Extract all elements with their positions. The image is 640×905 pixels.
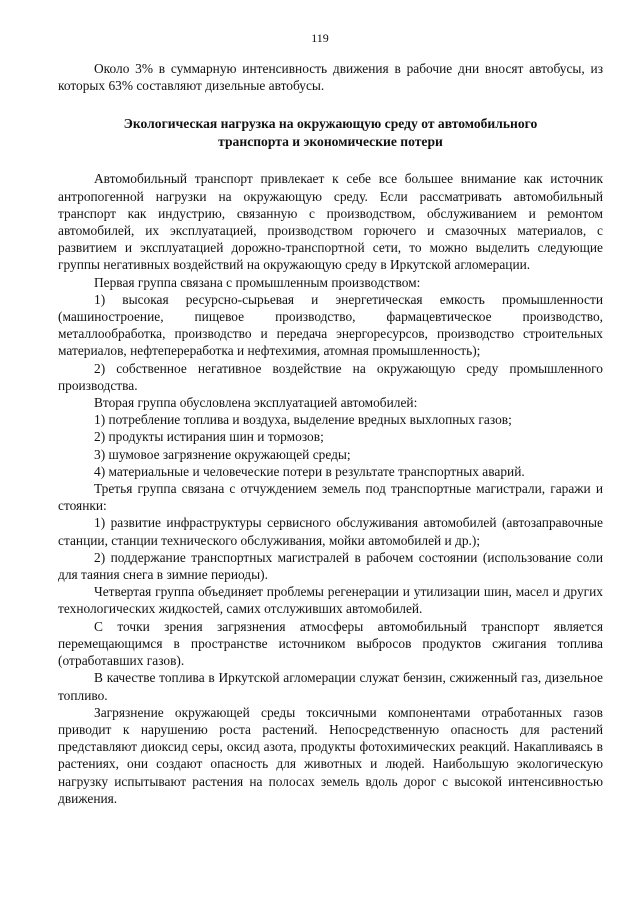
paragraph: Загрязнение окружающей среды токсичными компонентами отработанных газов приводит к нарушению роста растений. Непосредственную опасность для растений представляют диоксид серы, оксид азота, продукты фотохимических реакций. Накапливаясь в растениях, они создают опасность для животных и людей. Наибольшую экологическую нагрузку испытывают растения на полосах земель вдоль дорог с высокой интенсивностью движения.: [58, 704, 603, 806]
page-body: [58, 60, 603, 807]
paragraph: Вторая группа обусловлена эксплуатацией автомобилей:: [94, 395, 418, 411]
section-heading-line-1: Экологическая нагрузка на окружающую среду от автомобильного: [123, 116, 538, 132]
paragraph: Автомобильный транспорт привлекает к себе все большее внимание как источник антропогенной нагрузки на окружающую среду. Если рассматривать автомобильный транспорт как индустрию, связанную с производством, обслуживанием и ремонтом автомобилей, их эксплуатацией, производством горючего и смазочных материалов, с развитием и эксплуатацией дорожно-транспортной сети, то можно выделить следующие группы негативных воздействий на окружающую среду в Иркутской агломерации.: [58, 171, 603, 273]
list-item: 2) собственное негативное воздействие на окружающую среду промышленного производства.: [58, 360, 603, 393]
intro-paragraph: Около 3% в суммарную интенсивность движения в рабочие дни вносят автобусы, из которых 63% составляют дизельные автобусы.: [58, 61, 603, 94]
list-item: 2) поддержание транспортных магистралей в рабочем состоянии (использование соли для таяния снега в зимние периоды).: [58, 549, 603, 583]
page-number: 119: [311, 31, 329, 45]
list-item: 1) высокая ресурсно-сырьевая и энергетическая емкость промышленности (машиностроение, пищевое производство, фармацевтическое производство, металлообработка, производство и передача энергоресурсов, производство строительных материалов, нефтепереработка и нефтехимия, атомная промышленность);: [58, 291, 603, 359]
list-item: 4) материальные и человеческие потери в результате транспортных аварий.: [94, 463, 525, 479]
paragraph: В качестве топлива в Иркутской агломерации служат бензин, сжиженный газ, дизельное топливо.: [58, 670, 603, 703]
section-heading-line-2: транспорта и экономические потери: [218, 134, 443, 150]
paragraph: Четвертая группа объединяет проблемы регенерации и утилизации шин, масел и других технологических жидкостей, самих отслуживших автомобилей.: [58, 584, 603, 617]
list-item: 2) продукты истирания шин и тормозов;: [94, 429, 324, 445]
section-heading: [58, 115, 603, 151]
list-item: 1) развитие инфраструктуры сервисного обслуживания автомобилей (автозаправочные станции, станции технического обслуживания, мойки автомобилей и др.);: [58, 515, 603, 548]
paragraph: Первая группа связана с промышленным производством:: [94, 274, 421, 290]
paragraph: Третья группа связана с отчуждением земель под транспортные магистрали, гаражи и стоянки:: [58, 481, 603, 514]
list-item: 3) шумовое загрязнение окружающей среды;: [94, 446, 351, 462]
list-item: 1) потребление топлива и воздуха, выделение вредных выхлопных газов;: [94, 412, 512, 428]
paragraph: С точки зрения загрязнения атмосферы автомобильный транспорт является перемещающимся в пространстве источником выбросов продуктов сжигания топлива (отработавших газов).: [58, 618, 603, 669]
